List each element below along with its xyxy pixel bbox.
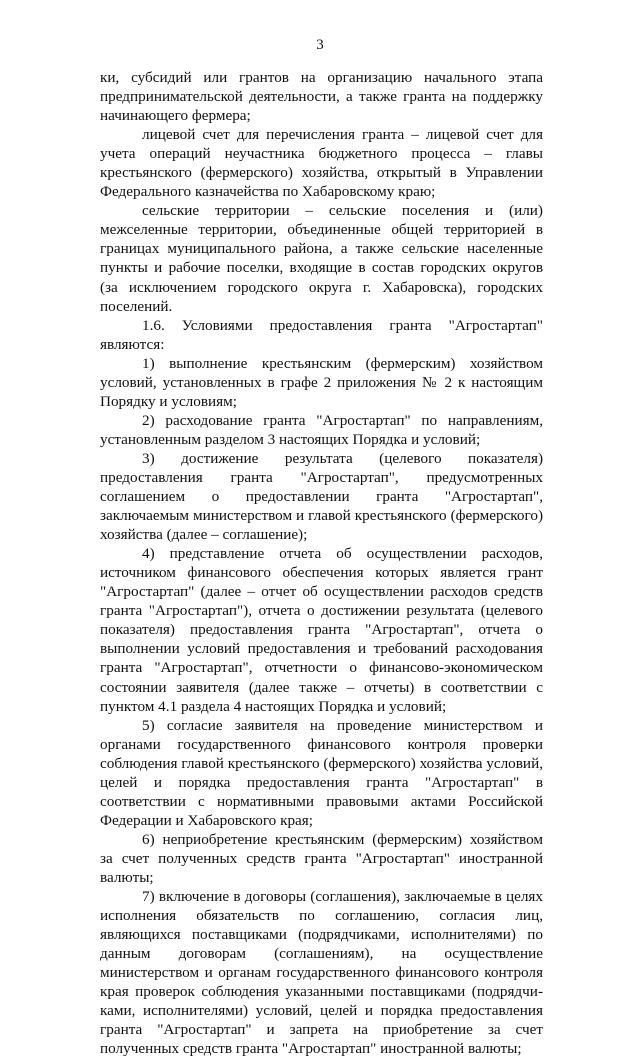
paragraph-condition-3: 3) достижение результата (целевого показателя) предоставления гранта "Агростартап", предусмотренных соглашением о предоставлении гранта "Агростартап", заключаемым министерством и главой крестьянского (фермерского) хозяйства (далее – соглашение); — [100, 449, 543, 544]
paragraph-condition-6: 6) неприобретение крестьянским (фермерским) хозяйством за счет полученных средств гранта "Агростартап" иностранной валюты; — [100, 830, 543, 886]
paragraph-condition-7: 7) включение в договоры (соглашения), заключаемые в целях исполнения обязательств по соглашению, согласия лиц, являющихся поставщиками (подрядчиками, исполнителями) по данным договорам (соглашениям), на осуществление министерством и органам государственного финансового контроля края проверок соблюдения указанными поставщиками (подрядчиками, исполнителями) условий, целей и порядка предоставления гранта "Агростартап" и запрета на приобретение за счет полученных средств гранта "Агростартап" иностранной валюты; — [100, 888, 543, 1058]
paragraph-rural-territories-definition: сельские территории – сельские поселения и (или) межселенные территории, объединенные общей территорией в границах муниципального района, а также сельские населенные пункты и рабочие поселки, входящие в состав городских округов (за исключением городского округа г. Хабаровска), городских поселений. — [100, 202, 543, 315]
paragraph-personal-account-definition: лицевой счет для перечисления гранта – лицевой счет для учета операций неучастника бюджетного процесса – главы крестьянского (фермерского) хозяйства, открытый в Управлении Федерального казначейства по Хабаровскому краю; — [100, 126, 543, 201]
page-number: 3 — [316, 37, 324, 53]
paragraph-condition-1: 1) выполнение крестьянским (фермерским) хозяйством условий, установленных в графе 2 приложения № 2 к настоящим Порядку и условиям; — [100, 354, 543, 410]
paragraph-condition-5: 5) согласие заявителя на проведение министерством и органами государственного финансового контроля проверки соблюдения главой крестьянского (фермерского) хозяйства условий, целей и порядка предоставления гранта "Агростартап" в соответствии с нормативными правовыми актами Российской Федерации и Хабаровского края; — [100, 716, 543, 829]
paragraph-condition-4: 4) представление отчета об осуществлении расходов, источником финансового обеспечения которых является грант "Агростартап" (далее – отчет об осуществлении расходов средств гранта "Агростартап"), отчета о достижении результата (целевого показателя) предоставления гранта "Агростартап", отчета о выполнении условий предоставления и требований расходования гранта "Агростартап", отчетности о финансово-экономическом состоянии заявителя (далее также – отчеты) в соответствии с пунктом 4.1 раздела 4 настоящих Порядка и условий; — [100, 545, 543, 715]
document-body — [100, 68, 543, 1058]
paragraph-continuation: ки, субсидий или грантов на организацию начального этапа предпринимательской деятельности, а также гранта на поддержку начинающего фермера; — [100, 69, 543, 125]
paragraph-condition-2: 2) расходование гранта "Агростартап" по направлениям, установленным разделом 3 настоящих Порядка и условий; — [100, 411, 543, 448]
paragraph-section-1-6: 1.6. Условиями предоставления гранта "Агростартап" являются: — [100, 316, 543, 353]
